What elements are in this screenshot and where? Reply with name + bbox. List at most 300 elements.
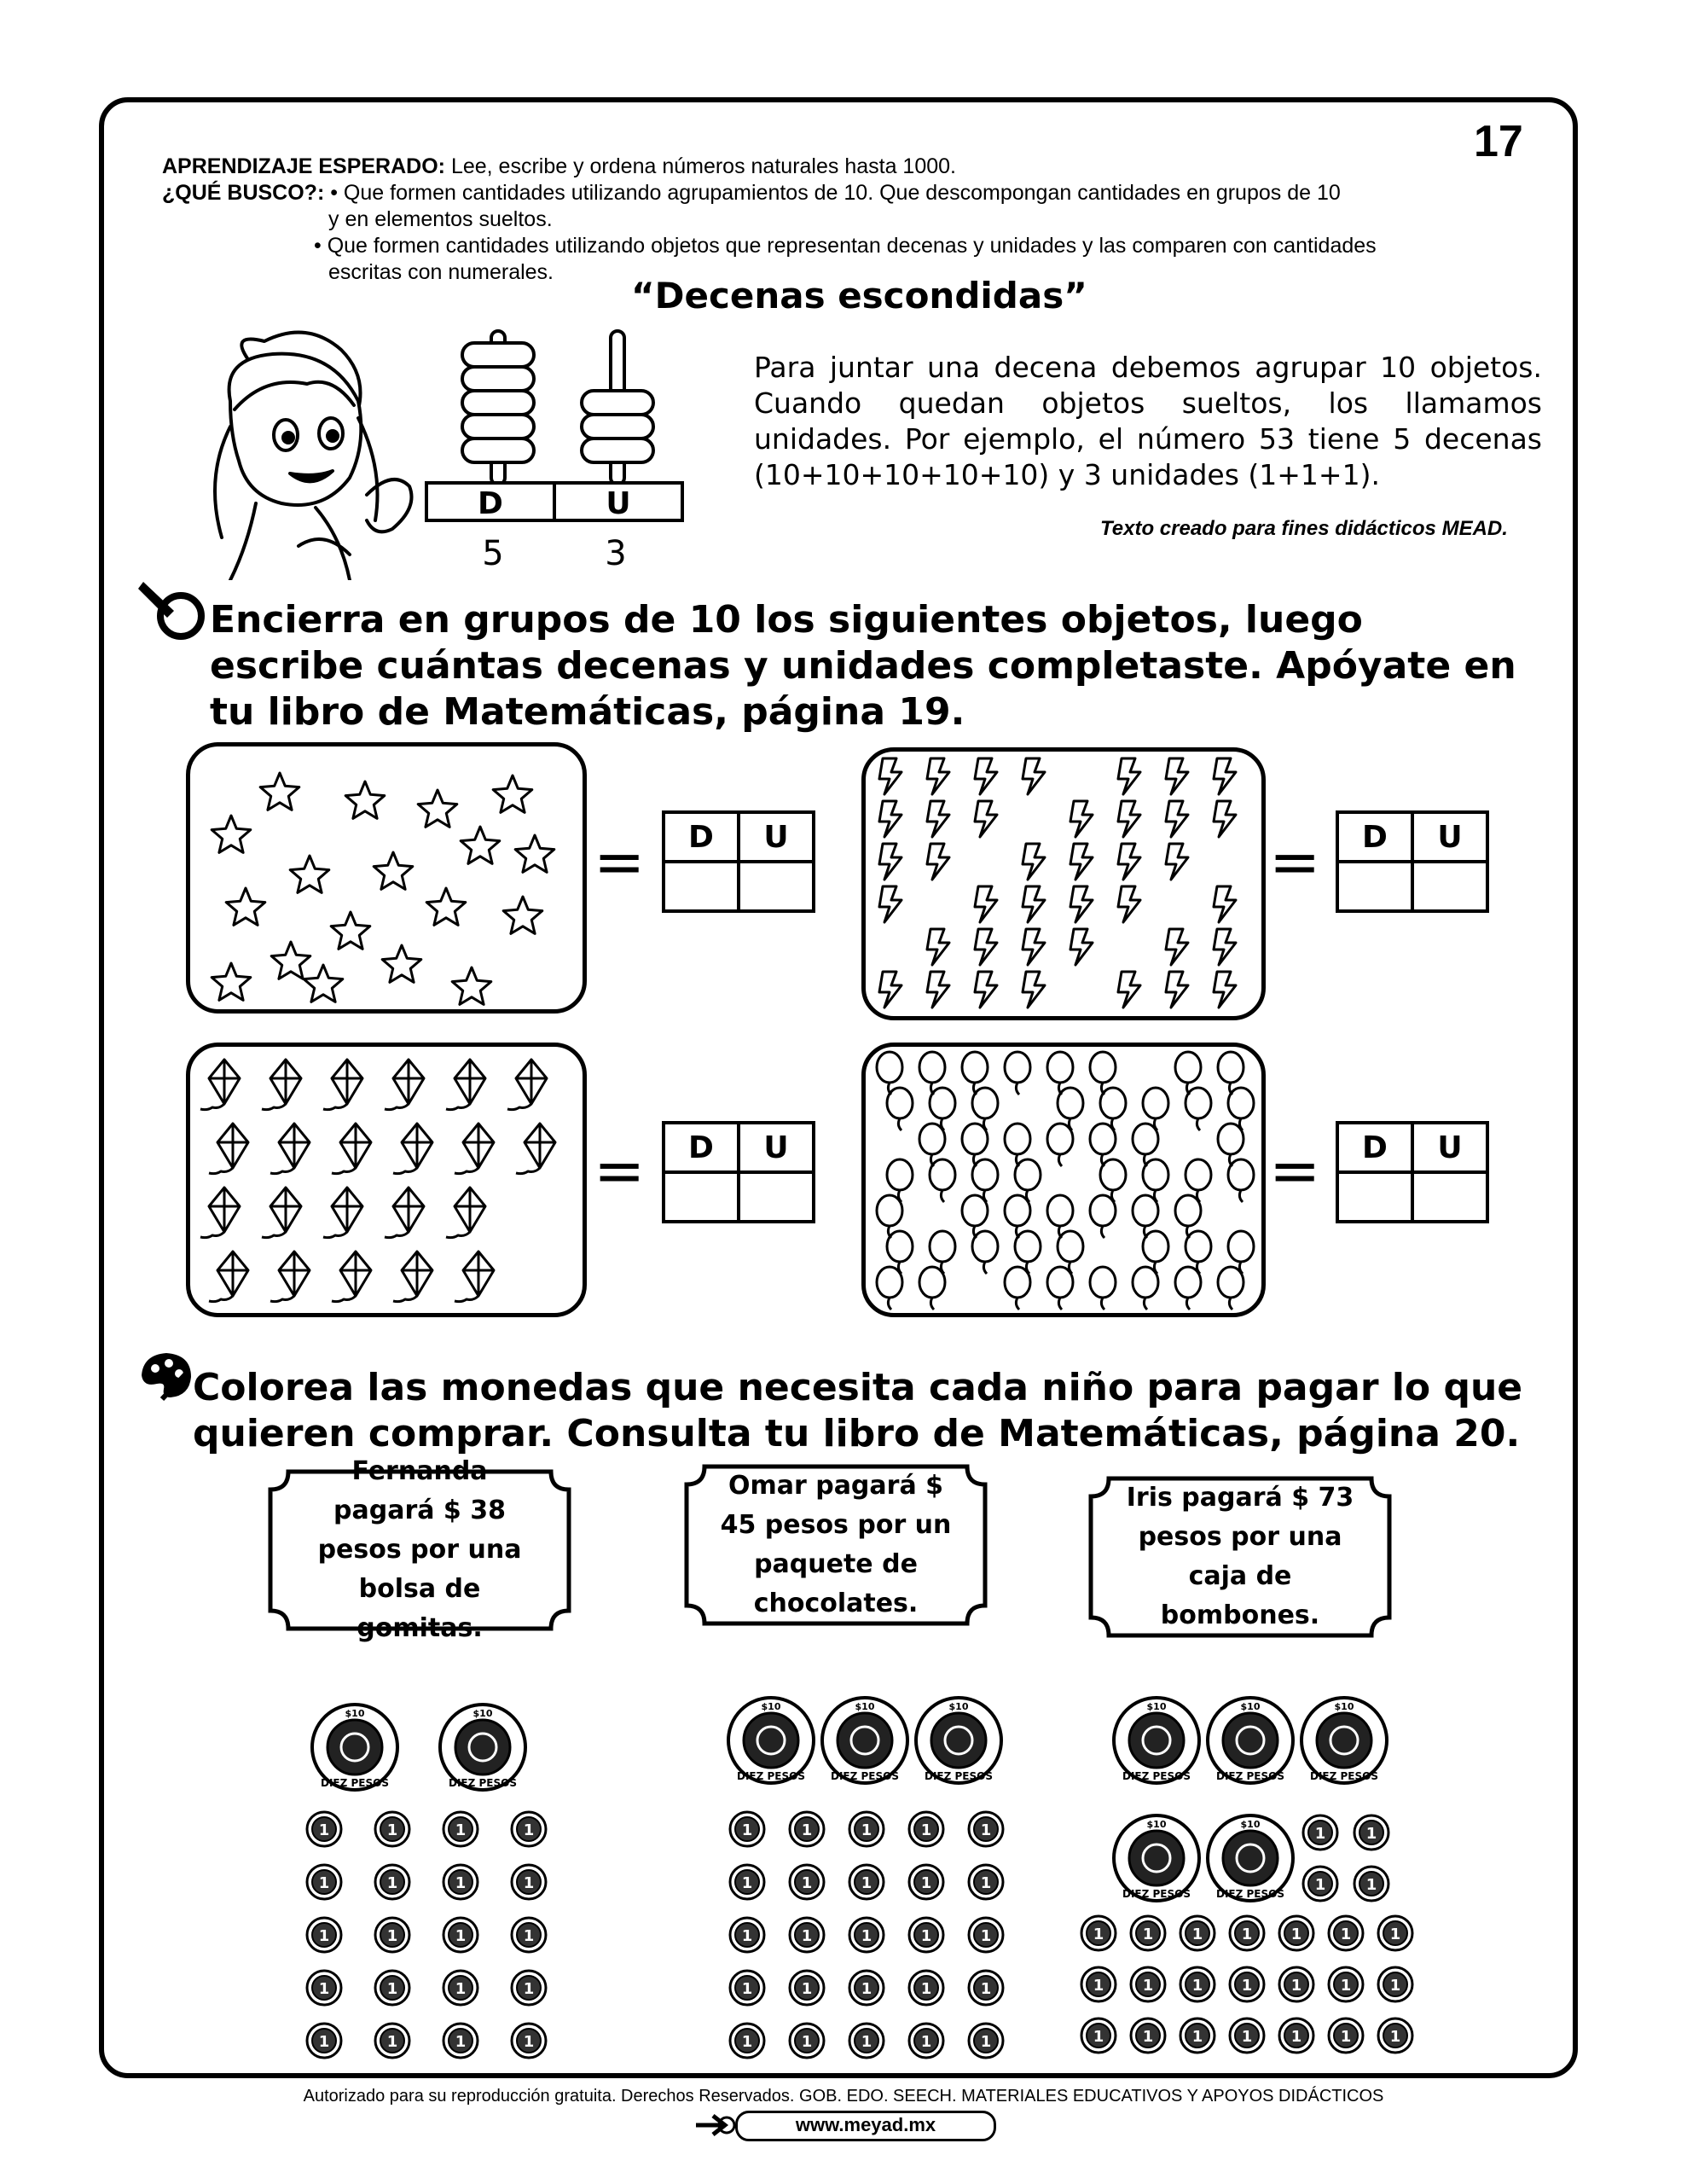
lightning-icon — [927, 972, 949, 1008]
one-peso-coin[interactable] — [1228, 1966, 1266, 2003]
kite-icon — [446, 1060, 485, 1110]
one-peso-coin[interactable] — [1129, 1914, 1167, 1952]
one-peso-coin[interactable] — [848, 1916, 885, 1954]
lightning-icon — [1070, 844, 1093, 880]
price-plaque-iris — [1088, 1476, 1392, 1638]
du-u-answer[interactable] — [739, 862, 812, 909]
lightning-icon — [1214, 929, 1236, 965]
kite-icon — [262, 1188, 301, 1238]
lightning-icon — [879, 801, 901, 837]
coin-value-label: 1 — [318, 1821, 330, 1839]
du-u-answer[interactable] — [1412, 1172, 1486, 1220]
one-peso-coin[interactable] — [848, 1969, 885, 2007]
kite-icon-group — [190, 1047, 583, 1313]
coin-denomination-label: DIEZ PESOS — [1216, 1770, 1284, 1782]
kite-icon — [446, 1188, 485, 1238]
plaque-text: Iris pagará $ 73 pesos por una caja de bombones. — [1126, 1483, 1354, 1630]
lightning-icon — [1070, 801, 1093, 837]
website-link[interactable]: www.meyad.mx — [735, 2111, 996, 2141]
one-peso-coin[interactable] — [967, 1863, 1005, 1901]
one-peso-coin[interactable] — [1080, 1966, 1117, 2003]
one-peso-coin[interactable] — [1278, 2017, 1315, 2054]
kite-icon — [323, 1188, 362, 1238]
coin-value-label: 1 — [1340, 1977, 1352, 1995]
lightning-icon — [1214, 886, 1236, 922]
one-peso-coin[interactable] — [788, 2022, 826, 2059]
du-table — [662, 810, 815, 913]
group-box-balloons — [861, 1043, 1266, 1317]
lightning-icon — [1214, 801, 1236, 837]
one-peso-coin[interactable] — [788, 1969, 826, 2007]
coin-value-label: 1 — [386, 1874, 398, 1892]
coin-value-label: 1 — [801, 1980, 813, 1998]
lightning-icon — [879, 844, 901, 880]
one-peso-coin[interactable] — [848, 1863, 885, 1901]
coin-value-label: 1 — [455, 1821, 467, 1839]
one-peso-coin[interactable] — [967, 1810, 1005, 1848]
coin-value-label: 1 — [741, 1821, 753, 1839]
price-plaque-omar — [684, 1464, 988, 1626]
one-peso-coin[interactable] — [1129, 2017, 1167, 2054]
du-d-label: D — [1339, 814, 1412, 862]
coin-value-label: 1 — [741, 2033, 753, 2051]
balloon-icon — [1047, 1124, 1073, 1166]
coin-value-label: $10 — [1240, 1701, 1261, 1712]
coin-value-label: 1 — [920, 2033, 932, 2051]
one-peso-coin[interactable] — [1278, 1966, 1315, 2003]
exercise-1-instruction: Encierra en grupos de 10 los siguientes objetos, luego escribe cuántas decenas y unidades completaste. Apóyate en tu libro de Matemáticas, página 19. — [210, 598, 1516, 734]
coin-value-label: 1 — [801, 1874, 813, 1892]
page-title: “Decenas escondidas” — [631, 275, 1087, 317]
balloon-icon — [1218, 1267, 1244, 1310]
coin-value-label: 1 — [1241, 2028, 1253, 2046]
lightning-icon — [1214, 758, 1236, 794]
expected-learning: APRENDIZAJE ESPERADO: Lee, escribe y ordena números naturales hasta 1000. — [162, 154, 956, 178]
star-icon-group — [190, 746, 583, 1009]
one-peso-coin[interactable] — [442, 1863, 479, 1901]
one-peso-coin[interactable] — [442, 1810, 479, 1848]
kite-icon — [516, 1124, 555, 1174]
coin-value-label: 1 — [523, 1980, 535, 1998]
coin-value-label: 1 — [741, 1927, 753, 1945]
one-peso-coin[interactable] — [967, 1916, 1005, 1954]
lightning-icon — [1023, 886, 1045, 922]
footer-text: Autorizado para su reproducción gratuita. Derechos Reservados. GOB. EDO. SEECH. MATERIALES EDUCATIVOS Y APOYOS DIDÁCTICOS — [303, 2087, 1384, 2106]
coin-value-label: 1 — [523, 1927, 535, 1945]
coin-value-label: 1 — [1290, 2028, 1302, 2046]
plaque-text: Fernanda pagará $ 38 pesos por una bolsa de gomitas. — [317, 1456, 522, 1643]
one-peso-coin[interactable] — [305, 1863, 343, 1901]
one-peso-coin[interactable] — [510, 1916, 548, 1954]
du-u-answer[interactable] — [739, 1172, 812, 1220]
coin-value-label: 1 — [920, 1927, 932, 1945]
page-number: 17 — [1474, 117, 1523, 166]
intro-text: Para juntar una decena debemos agrupar 10 objetos. Cuando quedan objetos sueltos, los llamamos unidades. Por ejemplo, el número 53 tiene 5 decenas (10+10+10+10+10) y 3 unidades (1+1+1). — [754, 351, 1542, 491]
coin-denomination-label: DIEZ PESOS — [449, 1777, 517, 1789]
seek-line-2: y en elementos sueltos. — [328, 207, 553, 231]
one-peso-coin[interactable] — [907, 1810, 945, 1848]
lightning-icon — [975, 972, 997, 1008]
coin-denomination-label: DIEZ PESOS — [1122, 1770, 1191, 1782]
one-peso-coin[interactable] — [442, 1969, 479, 2007]
ten-peso-coin[interactable] — [1298, 1694, 1390, 1786]
star-icon — [493, 775, 532, 812]
coin-value-label: 1 — [920, 1980, 932, 1998]
abacus-d-value: 5 — [482, 534, 504, 572]
kite-icon — [507, 1060, 547, 1110]
lightning-icon — [1023, 972, 1045, 1008]
price-plaque-fernanda — [268, 1456, 571, 1643]
one-peso-coin[interactable] — [1353, 1865, 1390, 1902]
lightning-icon — [1023, 929, 1045, 965]
pencil-icon — [136, 577, 213, 645]
du-d-label: D — [1339, 1124, 1412, 1172]
du-u-label: U — [1412, 1124, 1486, 1172]
one-peso-coin[interactable] — [442, 1916, 479, 1954]
ten-peso-coin[interactable] — [1204, 1812, 1296, 1904]
du-d-label: D — [665, 814, 739, 862]
star-icon — [212, 816, 251, 852]
balloon-icon — [1175, 1267, 1201, 1310]
du-table — [1336, 810, 1489, 913]
group-box-kites — [186, 1043, 587, 1317]
one-peso-coin[interactable] — [1228, 2017, 1266, 2054]
one-peso-coin[interactable] — [967, 2022, 1005, 2059]
kite-icon — [393, 1124, 432, 1174]
one-peso-coin[interactable] — [728, 1916, 766, 1954]
kite-icon — [270, 1124, 310, 1174]
coin-value-label: $10 — [855, 1701, 875, 1712]
coin-value-label: 1 — [980, 1980, 992, 1998]
lightning-icon — [1166, 758, 1188, 794]
coin-denomination-label: DIEZ PESOS — [737, 1770, 805, 1782]
ten-peso-coin[interactable] — [913, 1694, 1005, 1786]
star-icon — [452, 967, 491, 1004]
lightning-icon — [1118, 801, 1140, 837]
one-peso-coin[interactable] — [374, 1916, 411, 1954]
one-peso-coin[interactable] — [1327, 1914, 1365, 1952]
lightning-icon — [975, 758, 997, 794]
lightning-icon — [975, 886, 997, 922]
equals-sign: = — [1269, 1135, 1321, 1206]
kite-icon — [332, 1252, 371, 1302]
coin-value-label: 1 — [980, 1821, 992, 1839]
lightning-icon — [975, 801, 997, 837]
du-d-answer[interactable] — [665, 862, 739, 909]
one-peso-coin[interactable] — [1228, 1914, 1266, 1952]
coin-value-label: 1 — [318, 1927, 330, 1945]
du-u-label: U — [739, 1124, 812, 1172]
du-table — [662, 1121, 815, 1223]
du-u-answer[interactable] — [1412, 862, 1486, 909]
coin-denomination-label: DIEZ PESOS — [321, 1777, 389, 1789]
coin-value-label: 1 — [980, 1874, 992, 1892]
coin-value-label: 1 — [980, 2033, 992, 2051]
coin-value-label: 1 — [861, 1927, 872, 1945]
kite-icon — [323, 1060, 362, 1110]
lightning-icon — [879, 886, 901, 922]
source-credit: Texto creado para fines didácticos MEAD. — [1100, 517, 1508, 540]
du-d-answer[interactable] — [1339, 862, 1412, 909]
one-peso-coin[interactable] — [1129, 1966, 1167, 2003]
coin-value-label: 1 — [1093, 1977, 1104, 1995]
one-peso-coin[interactable] — [510, 2022, 548, 2059]
lightning-icon — [1166, 972, 1188, 1008]
coin-value-label: 1 — [861, 2033, 872, 2051]
lightning-icon — [1166, 844, 1188, 880]
abacus-u-value: 3 — [605, 534, 627, 572]
one-peso-coin[interactable] — [907, 1916, 945, 1954]
du-d-answer[interactable] — [665, 1172, 739, 1220]
lightning-icon — [1070, 886, 1093, 922]
kite-icon — [270, 1252, 310, 1302]
balloon-icon — [887, 1088, 913, 1130]
balloon-icon — [1047, 1267, 1073, 1310]
one-peso-coin[interactable] — [788, 1916, 826, 1954]
du-u-label: U — [739, 814, 812, 862]
kite-icon — [209, 1124, 248, 1174]
one-peso-coin[interactable] — [374, 2022, 411, 2059]
coin-value-label: 1 — [386, 1821, 398, 1839]
coin-denomination-label: DIEZ PESOS — [1216, 1888, 1284, 1900]
coin-value-label: 1 — [1191, 1977, 1203, 1995]
lightning-icon — [1118, 758, 1140, 794]
abacus-illustration — [418, 324, 691, 572]
paint-palette-icon — [136, 1348, 196, 1408]
star-icon — [345, 781, 385, 818]
coin-denomination-label: DIEZ PESOS — [925, 1770, 993, 1782]
one-peso-coin[interactable] — [1377, 1966, 1414, 2003]
one-peso-coin[interactable] — [374, 1810, 411, 1848]
balloon-icon — [930, 1159, 955, 1202]
one-peso-coin[interactable] — [728, 1969, 766, 2007]
one-peso-coin[interactable] — [374, 1863, 411, 1901]
coin-value-label: 1 — [1365, 1876, 1377, 1894]
star-icon — [290, 856, 329, 892]
one-peso-coin[interactable] — [1080, 1914, 1117, 1952]
coin-value-label: 1 — [980, 1927, 992, 1945]
star-icon — [418, 790, 457, 827]
one-peso-coin[interactable] — [1179, 1914, 1216, 1952]
one-peso-coin[interactable] — [1278, 1914, 1315, 1952]
star-icon — [374, 852, 413, 889]
star-icon — [515, 835, 554, 872]
balloon-icon — [1090, 1267, 1116, 1310]
lightning-icon — [927, 929, 949, 965]
lightning-icon — [1023, 758, 1045, 794]
abacus-u-label: U — [606, 486, 631, 521]
star-icon — [212, 963, 251, 1000]
one-peso-coin[interactable] — [1179, 2017, 1216, 2054]
star-icon — [503, 897, 542, 933]
one-peso-coin[interactable] — [1353, 1814, 1390, 1851]
balloon-icon — [972, 1231, 998, 1274]
balloon-icon — [1005, 1052, 1030, 1095]
coin-value-label: 1 — [861, 1980, 872, 1998]
one-peso-coin[interactable] — [907, 2022, 945, 2059]
balloon-icon — [1005, 1267, 1030, 1310]
one-peso-coin[interactable] — [728, 1810, 766, 1848]
kite-icon — [455, 1124, 494, 1174]
one-peso-coin[interactable] — [1179, 1966, 1216, 2003]
kite-icon — [262, 1060, 301, 1110]
coin-value-label: 1 — [386, 1927, 398, 1945]
coin-value-label: $10 — [1240, 1819, 1261, 1830]
star-icon — [226, 888, 265, 925]
coin-value-label: 1 — [1314, 1825, 1326, 1843]
one-peso-coin[interactable] — [848, 2022, 885, 2059]
coin-value-label: 1 — [1340, 2028, 1352, 2046]
one-peso-coin[interactable] — [305, 2022, 343, 2059]
coin-value-label: $10 — [345, 1708, 365, 1719]
star-icon — [271, 942, 310, 979]
one-peso-coin[interactable] — [848, 1810, 885, 1848]
coin-value-label: 1 — [1290, 1977, 1302, 1995]
group-box-lightning — [861, 747, 1266, 1020]
one-peso-coin[interactable] — [1377, 2017, 1414, 2054]
one-peso-coin[interactable] — [374, 1969, 411, 2007]
lightning-icon — [879, 758, 901, 794]
one-peso-coin[interactable] — [510, 1863, 548, 1901]
coin-value-label: 1 — [1142, 1977, 1154, 1995]
coin-value-label: 1 — [318, 1980, 330, 1998]
coin-value-label: 1 — [1340, 1926, 1352, 1943]
coin-value-label: $10 — [472, 1708, 493, 1719]
one-peso-coin[interactable] — [967, 1969, 1005, 2007]
coin-value-label: 1 — [1093, 2028, 1104, 2046]
coin-value-label: 1 — [920, 1821, 932, 1839]
coin-value-label: 1 — [1241, 1977, 1253, 1995]
one-peso-coin[interactable] — [1301, 1814, 1339, 1851]
one-peso-coin[interactable] — [510, 1810, 548, 1848]
coin-value-label: 1 — [455, 2033, 467, 2051]
lightning-icon — [879, 972, 901, 1008]
coin-value-label: 1 — [1241, 1926, 1253, 1943]
coin-value-label: 1 — [1389, 2028, 1401, 2046]
equals-sign: = — [1269, 826, 1321, 897]
one-peso-coin[interactable] — [305, 1810, 343, 1848]
coin-value-label: 1 — [741, 1874, 753, 1892]
seek-line-1: ¿QUÉ BUSCO?: • Que formen cantidades utilizando agrupamientos de 10. Que descompongan cantidades en grupos de 10 — [162, 181, 1341, 205]
plaque-text: Omar pagará $ 45 pesos por un paquete de chocolates. — [720, 1471, 952, 1618]
one-peso-coin[interactable] — [1377, 1914, 1414, 1952]
star-icon — [304, 965, 343, 1002]
equals-sign: = — [594, 826, 646, 897]
lightning-icon — [1023, 844, 1045, 880]
kite-icon — [200, 1060, 240, 1110]
ten-peso-coin[interactable] — [819, 1694, 911, 1786]
lightning-icon — [927, 844, 949, 880]
coin-value-label: 1 — [801, 1821, 813, 1839]
lightning-icon — [1166, 929, 1188, 965]
star-icon — [382, 945, 421, 982]
coin-value-label: 1 — [455, 1980, 467, 1998]
coin-value-label: 1 — [318, 2033, 330, 2051]
group-box-stars — [186, 742, 587, 1014]
lightning-icon-group — [866, 752, 1261, 1016]
one-peso-coin[interactable] — [1327, 2017, 1365, 2054]
balloon-icon — [1090, 1195, 1116, 1238]
one-peso-coin[interactable] — [510, 1969, 548, 2007]
ten-peso-coin[interactable] — [1110, 1694, 1203, 1786]
lightning-icon — [1214, 972, 1236, 1008]
du-table — [1336, 1121, 1489, 1223]
one-peso-coin[interactable] — [788, 1863, 826, 1901]
ten-peso-coin[interactable] — [1110, 1812, 1203, 1904]
du-d-label: D — [665, 1124, 739, 1172]
kite-icon — [455, 1252, 494, 1302]
one-peso-coin[interactable] — [907, 1969, 945, 2007]
coin-value-label: 1 — [523, 1874, 535, 1892]
one-peso-coin[interactable] — [1080, 2017, 1117, 2054]
coin-denomination-label: DIEZ PESOS — [1122, 1888, 1191, 1900]
one-peso-coin[interactable] — [305, 1969, 343, 2007]
kite-icon — [385, 1188, 424, 1238]
coin-value-label: 1 — [1389, 1977, 1401, 1995]
coin-value-label: 1 — [386, 2033, 398, 2051]
coin-value-label: $10 — [761, 1701, 781, 1712]
balloon-icon — [877, 1267, 902, 1310]
du-d-answer[interactable] — [1339, 1172, 1412, 1220]
star-icon — [331, 912, 370, 949]
one-peso-coin[interactable] — [907, 1863, 945, 1901]
coin-value-label: 1 — [523, 2033, 535, 2051]
lightning-icon — [1118, 886, 1140, 922]
one-peso-coin[interactable] — [1301, 1865, 1339, 1902]
ten-peso-coin[interactable] — [1204, 1694, 1296, 1786]
lightning-icon — [927, 801, 949, 837]
one-peso-coin[interactable] — [728, 2022, 766, 2059]
coin-value-label: $10 — [948, 1701, 969, 1712]
equals-sign: = — [594, 1135, 646, 1206]
coin-value-label: 1 — [1142, 2028, 1154, 2046]
coin-value-label: $10 — [1146, 1701, 1167, 1712]
one-peso-coin[interactable] — [442, 2022, 479, 2059]
kite-icon — [393, 1252, 432, 1302]
one-peso-coin[interactable] — [728, 1863, 766, 1901]
lightning-icon — [1118, 972, 1140, 1008]
coin-value-label: 1 — [801, 2033, 813, 2051]
coin-value-label: 1 — [523, 1821, 535, 1839]
coin-value-label: 1 — [318, 1874, 330, 1892]
ten-peso-coin[interactable] — [725, 1694, 817, 1786]
coin-value-label: 1 — [1142, 1926, 1154, 1943]
one-peso-coin[interactable] — [788, 1810, 826, 1848]
coin-value-label: 1 — [386, 1980, 398, 1998]
coin-value-label: 1 — [1191, 1926, 1203, 1943]
kite-icon — [209, 1252, 248, 1302]
coin-value-label: $10 — [1146, 1819, 1167, 1830]
lightning-icon — [927, 758, 949, 794]
balloon-icon — [1133, 1267, 1158, 1310]
ten-peso-coin[interactable] — [309, 1701, 401, 1793]
balloon-icon — [919, 1267, 945, 1310]
kite-icon — [385, 1060, 424, 1110]
coin-value-label: 1 — [801, 1927, 813, 1945]
coin-value-label: 1 — [861, 1821, 872, 1839]
ten-peso-coin[interactable] — [437, 1701, 529, 1793]
abacus-d-label: D — [478, 486, 503, 521]
one-peso-coin[interactable] — [1327, 1966, 1365, 2003]
arrow-icon — [693, 2111, 735, 2140]
balloon-icon — [1186, 1088, 1211, 1130]
one-peso-coin[interactable] — [305, 1916, 343, 1954]
coin-denomination-label: DIEZ PESOS — [1310, 1770, 1378, 1782]
coin-value-label: 1 — [1290, 1926, 1302, 1943]
seek-line-3: • Que formen cantidades utilizando objetos que representan decenas y unidades y las comparen con cantidades — [314, 234, 1377, 258]
seek-line-4: escritas con numerales. — [328, 260, 554, 284]
coin-value-label: 1 — [1365, 1825, 1377, 1843]
